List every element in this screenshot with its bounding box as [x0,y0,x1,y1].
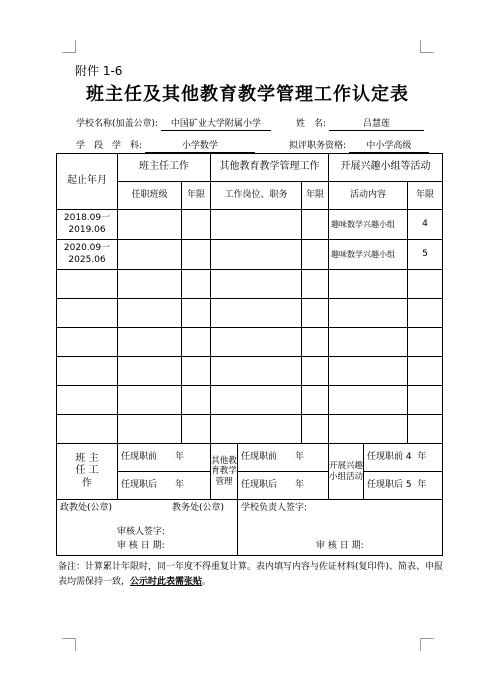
sub-header-post: 工作岗位、职务 [211,182,302,210]
table-row [57,270,443,299]
school-head-signature-label: 学校负责人签字: [241,503,308,513]
sub-header-content: 活动内容 [329,182,408,210]
title-field [289,138,429,153]
name-value: 吕慧莲 [329,116,424,131]
table-row [57,240,443,270]
table-row [57,386,443,415]
politics-office-stamp: 政教处(公章) [60,503,113,513]
crop-mark-top-left [75,40,76,53]
col-header-date: 起止年月 [57,154,118,210]
reviewer-signature-label: 审核人签字: [117,527,166,537]
academic-office-stamp: 教务处(公章) [172,503,225,513]
row-years: 5 [408,240,443,270]
row-date: 2018.09一2019.06 [57,210,118,240]
certification-table [56,153,443,556]
stage-value: 小学数学 [145,138,255,153]
footnote-text: 备注：计算累计年限时，同一年度不得重复计算。表内填写内容与佐证材料(复印件)、简表、申报表均需保持一致， [58,562,444,587]
school-field [76,116,271,131]
group-header-activity: 开展兴趣小组等活动 [329,154,443,182]
group-header-other-work: 其他教育教学管理工作 [211,154,329,182]
footnote: 备注：计算累计年限时，同一年度不得重复计算。表内填写内容与佐证材料(复印件)、简表、申报表均需保持一致，公示时此表需张贴。 [58,562,444,587]
attachment-label: 附件 1-6 [75,64,123,78]
crop-mark-top-right [420,40,421,53]
review-date-label: 审 核 日 期: [316,541,364,551]
row-date: 2020.09一2025.06 [57,240,118,270]
crop-mark-bottom-right [420,638,421,651]
group-header-head-teacher: 班主任工作 [118,154,211,182]
crop-mark-top-right [420,52,434,53]
footnote-emphasis: 公示时此表需张贴 [130,577,203,587]
review-date-label: 审 核 日 期: [117,541,165,551]
school-label: 学校名称(加盖公章): [76,119,159,129]
table-row [57,210,443,240]
name-field [296,116,424,131]
sub-header-years: 年限 [408,182,443,210]
summary-head-after: 任现职后 年 [118,472,211,500]
summary-activity-after: 任现职后 5 年 [364,472,443,500]
crop-mark-top-left [62,52,76,53]
summary-head-teacher-label: 班 主 任 工 作 [57,444,118,500]
table-row [57,415,443,444]
sub-header-years: 年限 [302,182,329,210]
signature-row [57,500,443,556]
school-value: 中国矿业大学附属小学 [161,116,271,131]
row-activity: 趣味数学兴趣小组 [329,210,408,240]
sub-header-class: 任职班级 [118,182,182,210]
summary-other-label: 其他教育教学管理 [211,444,238,500]
sub-header-years: 年限 [182,182,211,210]
table-row [57,299,443,328]
summary-activity-label: 开展兴趣小组活动 [329,444,364,500]
row-years: 4 [408,210,443,240]
title-label: 拟评职务资格: [289,141,347,151]
stage-field [76,138,255,153]
table-row [57,357,443,386]
summary-row-before [57,444,443,472]
summary-other-after: 任现职后 年 [238,472,329,500]
table-row [57,328,443,357]
summary-head-before: 任现职前 年 [118,444,211,472]
office-signature-cell [57,500,238,556]
form-title: 班主任及其他教育教学管理工作认定表 [86,84,409,105]
row-activity: 趣味数学兴趣小组 [329,240,408,270]
summary-activity-before: 任现职前 4 年 [364,444,443,472]
title-value: 中小学高级 [349,138,429,153]
school-signature-cell [238,500,443,556]
stage-label: 学 段 学 科: [76,141,143,151]
name-label: 姓 名: [296,119,327,129]
summary-other-before: 任现职前 年 [238,444,329,472]
crop-mark-bottom-left [62,638,76,639]
crop-mark-bottom-right [420,638,434,639]
crop-mark-bottom-left [75,638,76,651]
